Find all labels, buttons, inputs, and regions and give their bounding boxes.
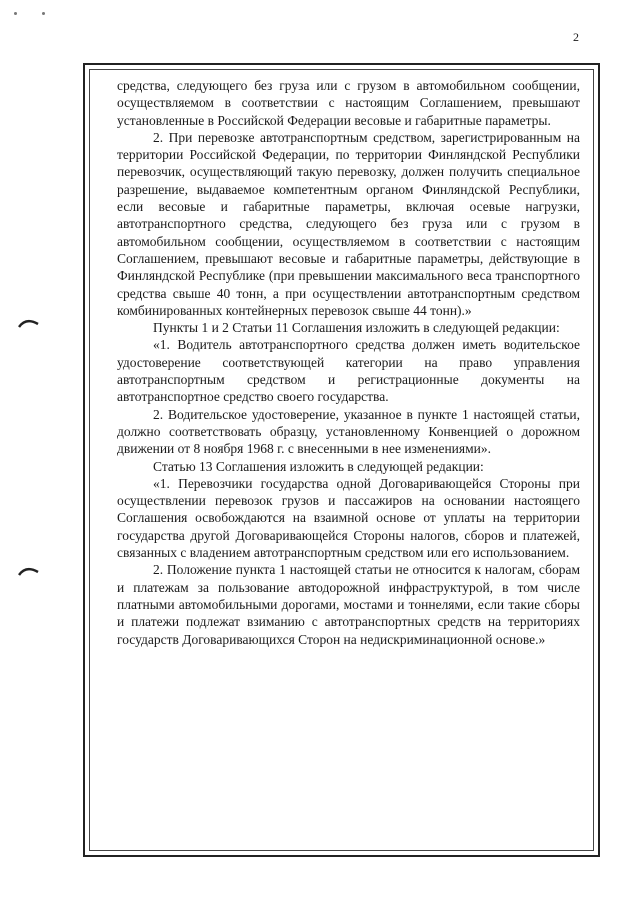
paragraph: Статью 13 Соглашения изложить в следующей редакции: — [153, 458, 484, 474]
paragraph: средства, следующего без груза или с грузом в автомобильном сообщении, осуществляемом в соответствии с настоящим Соглашением, превышают установленные в Российской Федерации весовые и габаритные параметры. — [117, 78, 580, 128]
binder-hole-mark — [18, 318, 40, 328]
page-number: 2 — [573, 30, 579, 44]
document-body — [117, 77, 580, 648]
scan-speck — [42, 12, 45, 15]
paragraph: 2. Водительское удостоверение, указанное в пункте 1 настоящей статьи, должно соответствовать образцу, установленному Конвенцией о дорожном движении от 8 ноября 1968 г. с внесенными в нее изменениями». — [117, 406, 580, 457]
binder-hole-mark — [18, 566, 40, 576]
paragraph: «1. Перевозчики государства одной Договаривающейся Стороны при осуществлении перевозок грузов и пассажиров на основании настоящего Соглашения освобождаются на взаимной основе от уплаты на территории государства другой Договаривающейся Стороны налогов, сборов и платежей, связанных с владением автотранспортным средством или его использованием. — [117, 475, 580, 561]
paragraph: 2. При перевозке автотранспортным средством, зарегистрированным на территории Российской Федерации, по территории Финляндской Республики перевозчик, осуществляющий такую перевозку, должен получить специальное разрешение, выдаваемое компетентным органом Финляндской Республики, если весовые и габаритные параметры, включая осевые нагрузки, автотранспортного средства, следующего без груза или с грузом в автомобильном сообщении, осуществляемом в соответствии с настоящим Соглашением, превышают весовые и габаритные параметры, действующие в Финляндской Республике (при превышении максимального веса транспортного средства свыше 40 тонн, а при осуществлении автотранспортным средством комбинированных контейнерных перевозок свыше 44 тонн).» — [117, 129, 580, 318]
scan-speck — [14, 12, 17, 15]
paragraph: «1. Водитель автотранспортного средства должен иметь водительское удостоверение соответствующей категории на право управления автотранспортным средством и регистрационные документы на автотранспортное средство своего государства. — [117, 337, 580, 405]
paragraph: Пункты 1 и 2 Статьи 11 Соглашения изложить в следующей редакции: — [153, 320, 560, 336]
paragraph: 2. Положение пункта 1 настоящей статьи не относится к налогам, сборам и платежам за пользование автодорожной инфраструктурой, в том числе платными автомобильными дорогами, мостами и тоннелями, если такие сборы и платежи подлежат взиманию с автотранспортных средств на территориях государств Договаривающихся Сторон на недискриминационной основе.» — [117, 562, 580, 647]
